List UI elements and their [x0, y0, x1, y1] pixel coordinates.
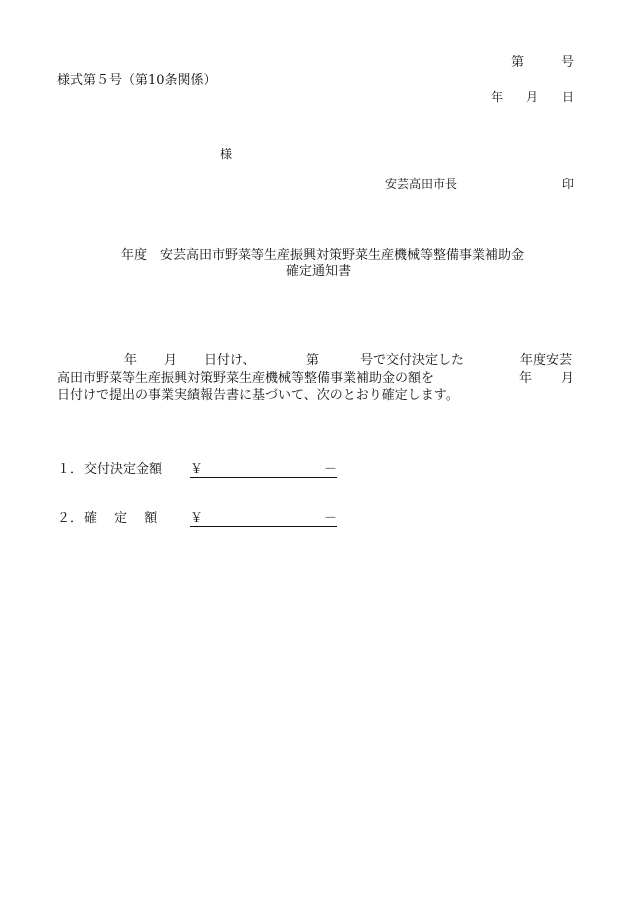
document-title-line1: 年度 安芸高田市野菜等生産振興対策野菜生産機械等整備事業補助金 — [121, 248, 525, 263]
body-line3-text: 日付けで提出の事業実績報告書に基づいて、次のとおり確定します。 — [57, 388, 459, 403]
body-line1-fiscal: 年度安芸 — [520, 353, 573, 368]
item2-currency: ￥ — [190, 511, 204, 526]
body-line1-number-prefix: 第 — [306, 353, 320, 368]
body-line2-month: 月 — [561, 371, 575, 386]
body-line2-year: 年 — [519, 371, 533, 386]
item2-dash: － — [324, 511, 338, 526]
body-line1-month: 月 — [164, 353, 178, 368]
body-line1-date-suffix: 日付け、 — [204, 353, 256, 368]
recipient-honorific: 様 — [220, 147, 233, 161]
item1-label: 交付決定金額 — [84, 462, 163, 477]
document-number-prefix: 第 — [511, 55, 525, 70]
date-month: 月 — [526, 90, 539, 104]
item1-dash: － — [324, 462, 338, 477]
form-label: 様式第５号（第10条関係） — [57, 73, 217, 88]
item2-label: 確 定 額 — [84, 511, 158, 526]
body-line2 — [0, 372, 630, 386]
date-day: 日 — [562, 90, 575, 104]
issuer-name: 安芸高田市長 — [385, 177, 458, 191]
body-line1-year: 年 — [124, 353, 138, 368]
item1-currency: ￥ — [190, 462, 204, 477]
body-line3 — [57, 389, 459, 402]
date-year: 年 — [491, 90, 504, 104]
document-number-suffix: 号 — [561, 55, 575, 70]
item2-amount-line — [190, 526, 337, 527]
body-line2-text: 高田市野菜等生産振興対策野菜生産機械等整備事業補助金の額を — [57, 371, 435, 386]
item1-amount-line — [190, 477, 337, 478]
document-title-line2: 確定通知書 — [286, 264, 352, 279]
body-line1 — [0, 354, 630, 368]
body-line1-decision: 号で交付決定した — [360, 353, 465, 368]
issuer-seal: 印 — [562, 177, 575, 191]
item2-number: ２． — [57, 511, 84, 526]
item1-number: １． — [57, 462, 84, 477]
